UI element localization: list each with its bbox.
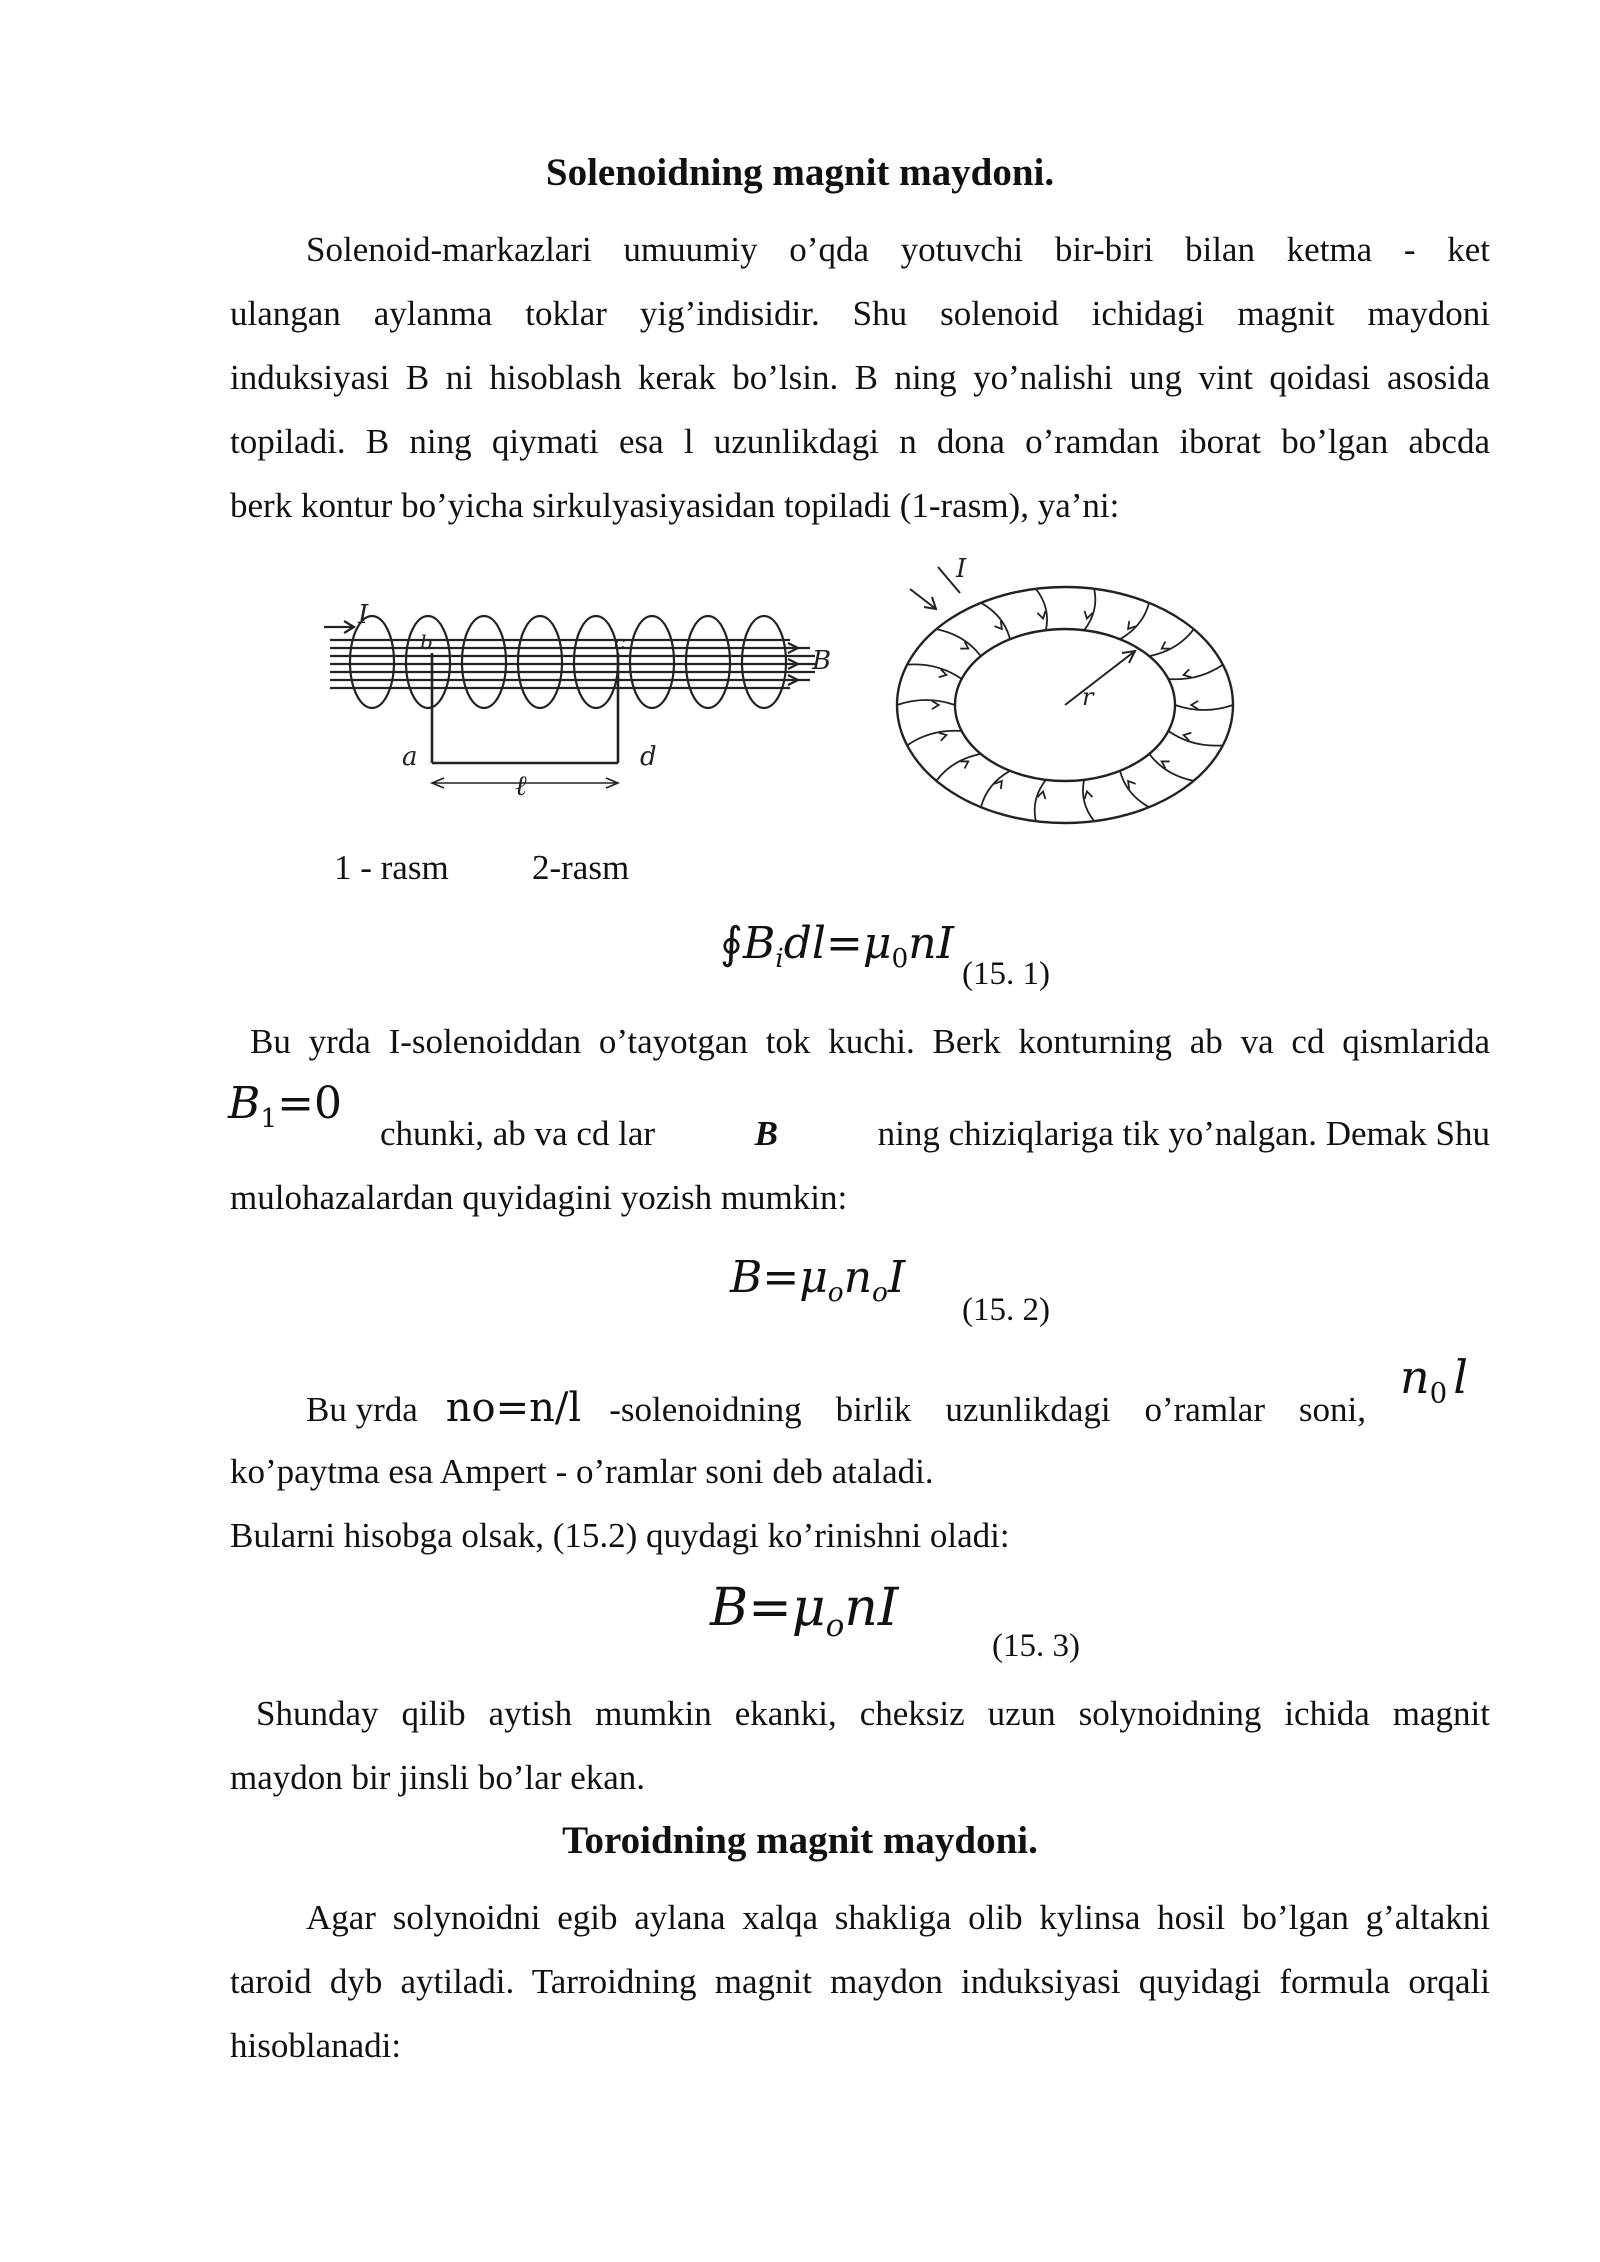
para3-line3: Bularni hisobga olsak, (15.2) quydagi ko’rinishni oladi:: [230, 1516, 1010, 1555]
fig1-label-I: I: [358, 600, 369, 630]
toroid-winding-arrow: [960, 761, 968, 768]
fig1-label-c: c: [614, 630, 626, 654]
eq3-nI: nI: [844, 1578, 899, 1638]
fig2-label-I: I: [956, 555, 967, 584]
para3-start: Bu yrda: [306, 1390, 418, 1429]
fig1-label-d: d: [640, 742, 657, 772]
eq3-B-mu: B=μ: [710, 1578, 826, 1638]
para1-line4: topiladi. B ning qiymati esa l uzunlikdagi n dona o’ramdan iborat bo’lgan abcda: [230, 422, 1490, 461]
para1-line1: Solenoid-markazlari umuumiy o’qda yotuvchi bir-biri bilan ketma - ket: [306, 230, 1490, 269]
toroid-winding: [1035, 780, 1046, 821]
toroid-winding: [1175, 705, 1233, 710]
equation-15-3: [710, 1578, 898, 1644]
eq1-sub-0: 0: [891, 943, 909, 975]
para2-line3: mulohazalardan quyidagini yozish mumkin:: [230, 1178, 848, 1217]
b1-sub: 1: [260, 1103, 278, 1135]
toroid-winding-arrow: [994, 621, 1001, 629]
fig1-label-B: B: [812, 646, 832, 676]
caption-figure2: 2-rasm: [532, 848, 630, 887]
toroid-winding: [1168, 731, 1223, 746]
eq1-nI: nI: [908, 918, 954, 969]
section-title-solenoid: Solenoidning magnit maydoni.: [545, 151, 1055, 194]
toroid-winding-arrow: [1191, 701, 1198, 709]
toroid-winding-arrow: [1162, 642, 1170, 649]
section-title-toroid: Toroidning magnit maydoni.: [562, 1819, 1038, 1862]
toroid-winding: [1083, 780, 1094, 821]
eq3-sub-o: o: [825, 1607, 845, 1644]
para3-rest: -solenoidning birlik uzunlikdagi o’ramlar soni,: [609, 1390, 1366, 1429]
toroid-winding: [1120, 771, 1149, 807]
toroid-winding-arrow: [939, 733, 947, 741]
para2-line2-end: ning chiziqlariga tik yo’nalgan. Demak Shu: [877, 1114, 1490, 1153]
para3-line1: [306, 1376, 1366, 1442]
toroid-winding: [936, 754, 980, 781]
toroid-winding: [1036, 589, 1047, 630]
para1-line5: berk kontur bo’yicha sirkulyasiyasidan topiladi (1-rasm), ya’ni:: [230, 486, 1120, 525]
equation-15-2: [730, 1252, 905, 1308]
eq2-sub-o2: o: [872, 1277, 888, 1309]
formula-n0-l: [1400, 1350, 1468, 1410]
fig2-label-r: r: [1082, 683, 1094, 711]
toroid-winding-arrow: [932, 701, 939, 709]
fig1-label-b: b: [420, 630, 433, 654]
eq1-B: B: [742, 918, 776, 969]
n0-symbol: n: [1400, 1350, 1430, 1404]
para5-line1: Agar solynoidni egib aylana xalqa shakliga olib kylinsa hosil bo’lgan g’altakni: [306, 1898, 1490, 1937]
para4-line2: maydon bir jinsli bo’lar ekan.: [230, 1758, 646, 1797]
para5-line3: hisoblanadi:: [230, 2026, 402, 2065]
caption-figure1: 1 - rasm: [334, 848, 449, 887]
toroid-winding-arrow: [1085, 791, 1093, 799]
para2-bold-B: B: [754, 1114, 779, 1153]
toroid-winding: [981, 771, 1010, 807]
para3-formula-no: no=n/l: [445, 1385, 582, 1431]
toroid-winding: [1149, 754, 1193, 781]
para1-line3: induksiyasi B ni hisoblash kerak bo’lsin. B ning yo’nalishi ung vint qoidasi asosida: [230, 358, 1490, 397]
b1-symbol: B: [228, 1078, 261, 1129]
toroid-winding-arrow: [1128, 781, 1135, 789]
eq1-sub-i: i: [775, 943, 784, 975]
para1-line2: ulangan aylanma toklar yig’indisidir. Shu solenoid ichidagi magnit maydoni: [230, 294, 1490, 333]
equation-15-1: [720, 918, 954, 974]
para2-line2-start: chunki, ab va cd lar: [380, 1114, 656, 1153]
toroid-winding: [1120, 603, 1149, 639]
toroid-winding: [1168, 665, 1223, 680]
eq2-sub-o1: o: [827, 1277, 844, 1309]
para2-line2: [380, 1102, 1490, 1166]
fig1-label-length: ℓ: [515, 769, 527, 802]
toroid-winding: [897, 700, 955, 705]
toroid-winding: [936, 629, 980, 656]
b1-equals-zero: =0: [277, 1078, 343, 1129]
para5-line2: taroid dyb aytiladi. Tarroidning magnit maydon induksiyasi quyidagi formula orqali: [230, 1962, 1490, 2001]
toroid-winding: [1084, 589, 1095, 630]
n0-sub: 0: [1429, 1376, 1448, 1410]
figure-solenoid: [310, 585, 850, 805]
toroid-winding-arrow: [1037, 611, 1045, 619]
toroid-winding-arrow: [1184, 669, 1192, 677]
eq2-n: n: [843, 1252, 873, 1303]
eq1-number: (15. 1): [962, 956, 1050, 992]
toroid-winding: [907, 731, 962, 746]
formula-B1-zero: [228, 1078, 342, 1134]
toroid-winding: [907, 664, 962, 679]
para2-line1: Bu yrda I-solenoiddan o’tayotgan tok kuchi. Berk konturning ab va cd qismlarida: [250, 1022, 1490, 1061]
eq2-I: I: [887, 1252, 906, 1303]
toroid-winding: [981, 603, 1010, 639]
para3-line2: ko’paytma esa Ampert - o’ramlar soni deb ataladi.: [230, 1452, 934, 1491]
toroid-winding: [1149, 629, 1193, 656]
fig1-label-a: a: [402, 742, 418, 772]
eq2-B-mu: B=μ: [730, 1252, 828, 1303]
l-symbol: l: [1453, 1350, 1468, 1404]
eq2-number: (15. 2): [962, 1292, 1050, 1328]
figure-toroid: [870, 555, 1240, 835]
para4-line1: Shunday qilib aytish mumkin ekanki, cheksiz uzun solynoidning ichida magnit: [256, 1694, 1490, 1733]
eq3-number: (15. 3): [992, 1628, 1080, 1664]
eq1-contour-integral: ∮: [720, 918, 743, 969]
eq1-dl-mu: dl=μ: [783, 918, 892, 969]
